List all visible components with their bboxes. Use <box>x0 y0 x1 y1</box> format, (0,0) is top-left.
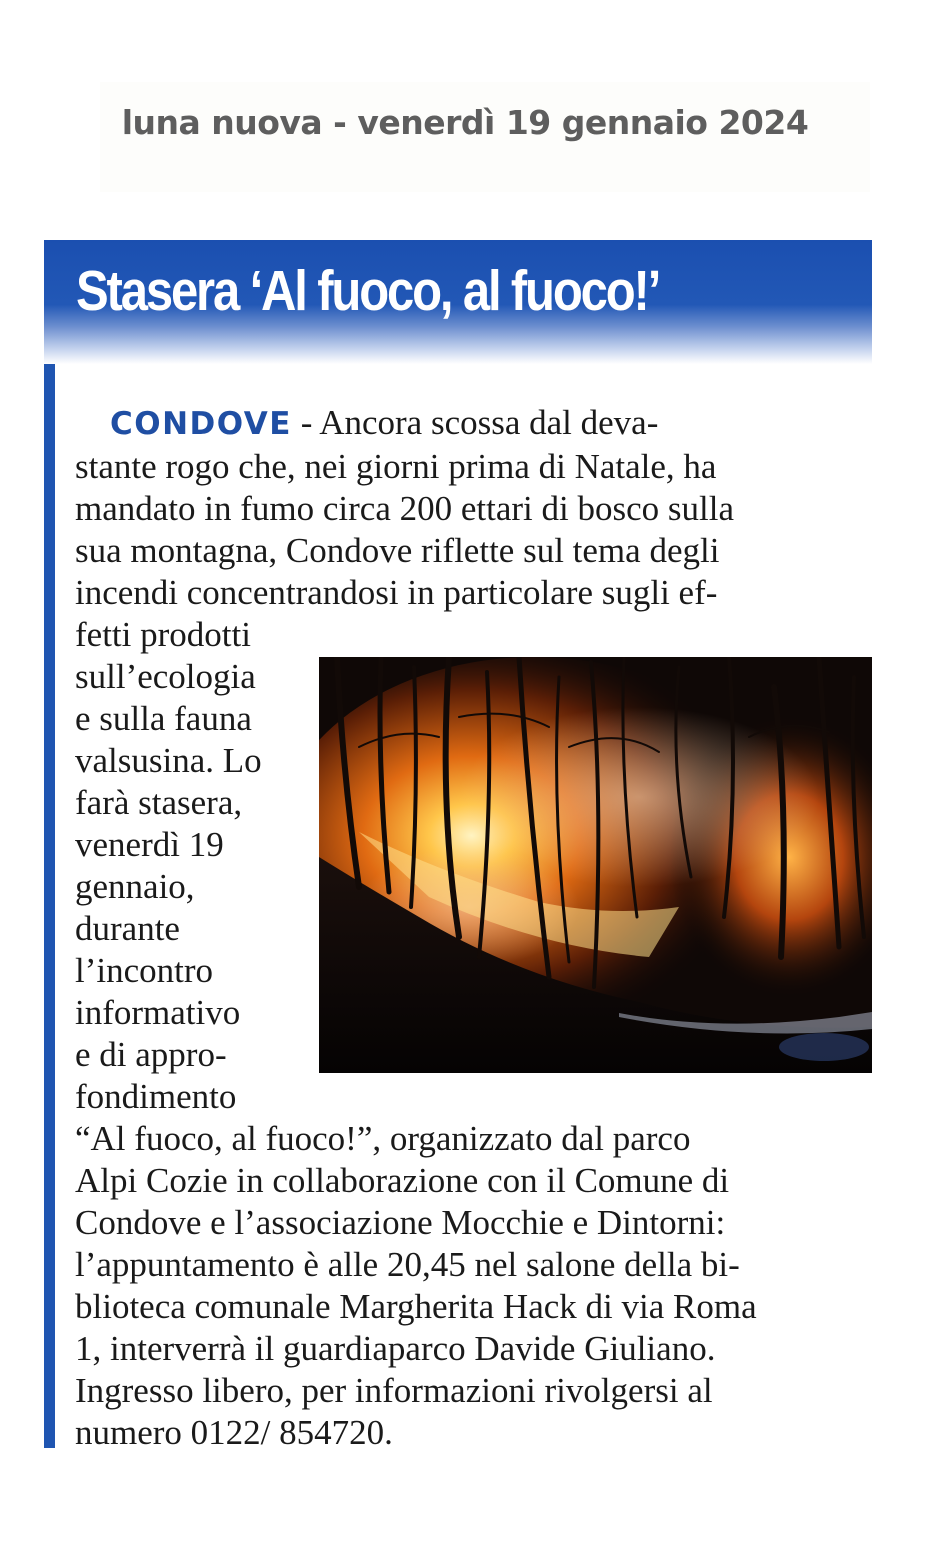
body-line: e sulla fauna <box>75 699 252 738</box>
body-line: l’appuntamento è alle 20,45 nel salone della bi- <box>75 1245 740 1284</box>
masthead-date: luna nuova - venerdì 19 gennaio 2024 <box>121 103 809 142</box>
body-line: Alpi Cozie in collaborazione con il Comune di <box>75 1161 730 1200</box>
body-line: farà stasera, <box>75 783 243 822</box>
left-rule <box>44 240 55 1448</box>
body-line: blioteca comunale Margherita Hack di via Roma <box>75 1287 757 1326</box>
body-line: l’incontro <box>75 951 214 990</box>
body-line: gennaio, <box>75 867 195 906</box>
headline: Stasera ‘Al fuoco, al fuoco!’ <box>76 259 660 323</box>
body-line: e di appro- <box>75 1035 227 1074</box>
body-line-text: - Ancora scossa dal deva- <box>291 403 659 442</box>
body-line: sua montagna, Condove riflette sul tema degli <box>75 531 720 570</box>
body-line: stante rogo che, nei giorni prima di Natale, ha <box>75 447 717 486</box>
forest-fire-photo <box>319 657 872 1073</box>
body-line: numero 0122/ 854720. <box>75 1413 393 1452</box>
body-line: sull’ecologia <box>75 657 256 696</box>
body-line: venerdì 19 <box>75 825 224 864</box>
body-line: Ingresso libero, per informazioni rivolgersi al <box>75 1371 713 1410</box>
body-line: durante <box>75 909 180 948</box>
body-line: fetti prodotti <box>75 615 251 654</box>
body-line <box>110 405 658 440</box>
body-line: valsusina. Lo <box>75 741 262 780</box>
body-line: mandato in fumo circa 200 ettari di bosco sulla <box>75 489 734 528</box>
body-line: fondimento <box>75 1077 237 1116</box>
body-line: informativo <box>75 993 241 1032</box>
kicker: CONDOVE <box>110 406 292 442</box>
body-line: “Al fuoco, al fuoco!”, organizzato dal parco <box>75 1119 691 1158</box>
body-line: incendi concentrandosi in particolare sugli ef- <box>75 573 718 612</box>
body-line: 1, interverrà il guardiaparco Davide Giuliano. <box>75 1329 716 1368</box>
body-line: Condove e l’associazione Mocchie e Dintorni: <box>75 1203 726 1242</box>
